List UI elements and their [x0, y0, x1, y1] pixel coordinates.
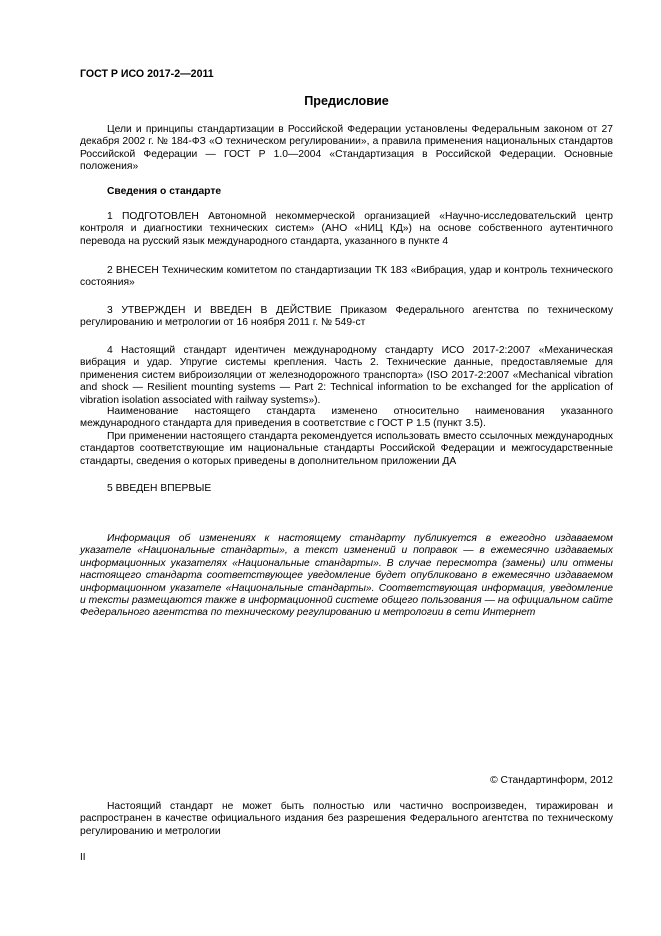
intro-paragraph: Цели и принципы стандартизации в Российской Федерации установлены Федеральным законом от 27 декабря 2002 г. № 184-ФЗ «О техническом регулировании», а правила применения национальных стандартов Российской Федерации — ГОСТ Р 1.0—2004 «Стандартизация в Российской Федерации. Основные положения»	[80, 124, 613, 173]
item-4-references-paragraph: При применении настоящего стандарта рекомендуется использовать вместо ссылочных международных стандартов соответствующие им национальные стандарты Российской Федерации и межгосударственные стандарты, сведения о которых приведены в дополнительном приложении ДА	[80, 431, 613, 467]
page-number: II	[80, 852, 86, 863]
page-title: Предисловие	[304, 94, 389, 108]
info-heading: Сведения о стандарте	[107, 186, 222, 197]
document-code-header: ГОСТ Р ИСО 2017-2—2011	[80, 68, 214, 80]
item-3-paragraph: 3 УТВЕРЖДЕН И ВВЕДЕН В ДЕЙСТВИЕ Приказом Федерального агентства по техническому регулированию и метрологии от 16 ноября 2011 г. № 549-ст	[80, 305, 613, 329]
item-4-paragraph: 4 Настоящий стандарт идентичен международному стандарту ИСО 2017-2:2007 «Механическая вибрация и удар. Упругие системы крепления. Часть 2. Технические данные, предоставляемые для применения систем виброизоляции от железнодорожного транспорта» (ISO 2017-2:2007 «Mechanical vibration and shock — Resilient mounting systems — Part 2: Technical information to be exchanged for the application of vibration isolation associated with railway systems»).	[80, 345, 613, 406]
item-4-name-change-paragraph: Наименование настоящего стандарта изменено относительно наименования указанного международного стандарта для приведения в соответствие с ГОСТ Р 1.5 (пункт 3.5).	[80, 406, 613, 430]
amendments-notice: Информация об изменениях к настоящему стандарту публикуется в ежегодно издаваемом указателе «Национальные стандарты», а текст изменений и поправок — в ежемесячно издаваемых информационных указателях «Национальные стандарты». В случае пересмотра (замены) или отмены настоящего стандарта соответствующее уведомление будет опубликовано в ежемесячно издаваемом информационном указателе «Национальные стандарты». Соответствующая информация, уведомление и тексты размещаются также в информационной системе общего пользования — на официальном сайте Федерального агентства по техническому регулированию и метрологии в сети Интернет	[80, 533, 613, 619]
reproduction-notice: Настоящий стандарт не может быть полностью или частично воспроизведен, тиражирован и распространен в качестве официального издания без разрешения Федерального агентства по техническому регулированию и метрологии	[80, 801, 613, 837]
item-5-paragraph: 5 ВВЕДЕН ВПЕРВЫЕ	[107, 483, 212, 494]
item-1-paragraph: 1 ПОДГОТОВЛЕН Автономной некоммерческой организацией «Научно-исследовательский центр контроля и диагностики технических систем» (АНО «НИЦ КД») на основе собственного аутентичного перевода на русский язык международного стандарта, указанного в пункте 4	[80, 211, 613, 247]
copyright-line: © Стандартинформ, 2012	[490, 775, 613, 786]
item-2-paragraph: 2 ВНЕСЕН Техническим комитетом по стандартизации ТК 183 «Вибрация, удар и контроль технического состояния»	[80, 265, 613, 289]
